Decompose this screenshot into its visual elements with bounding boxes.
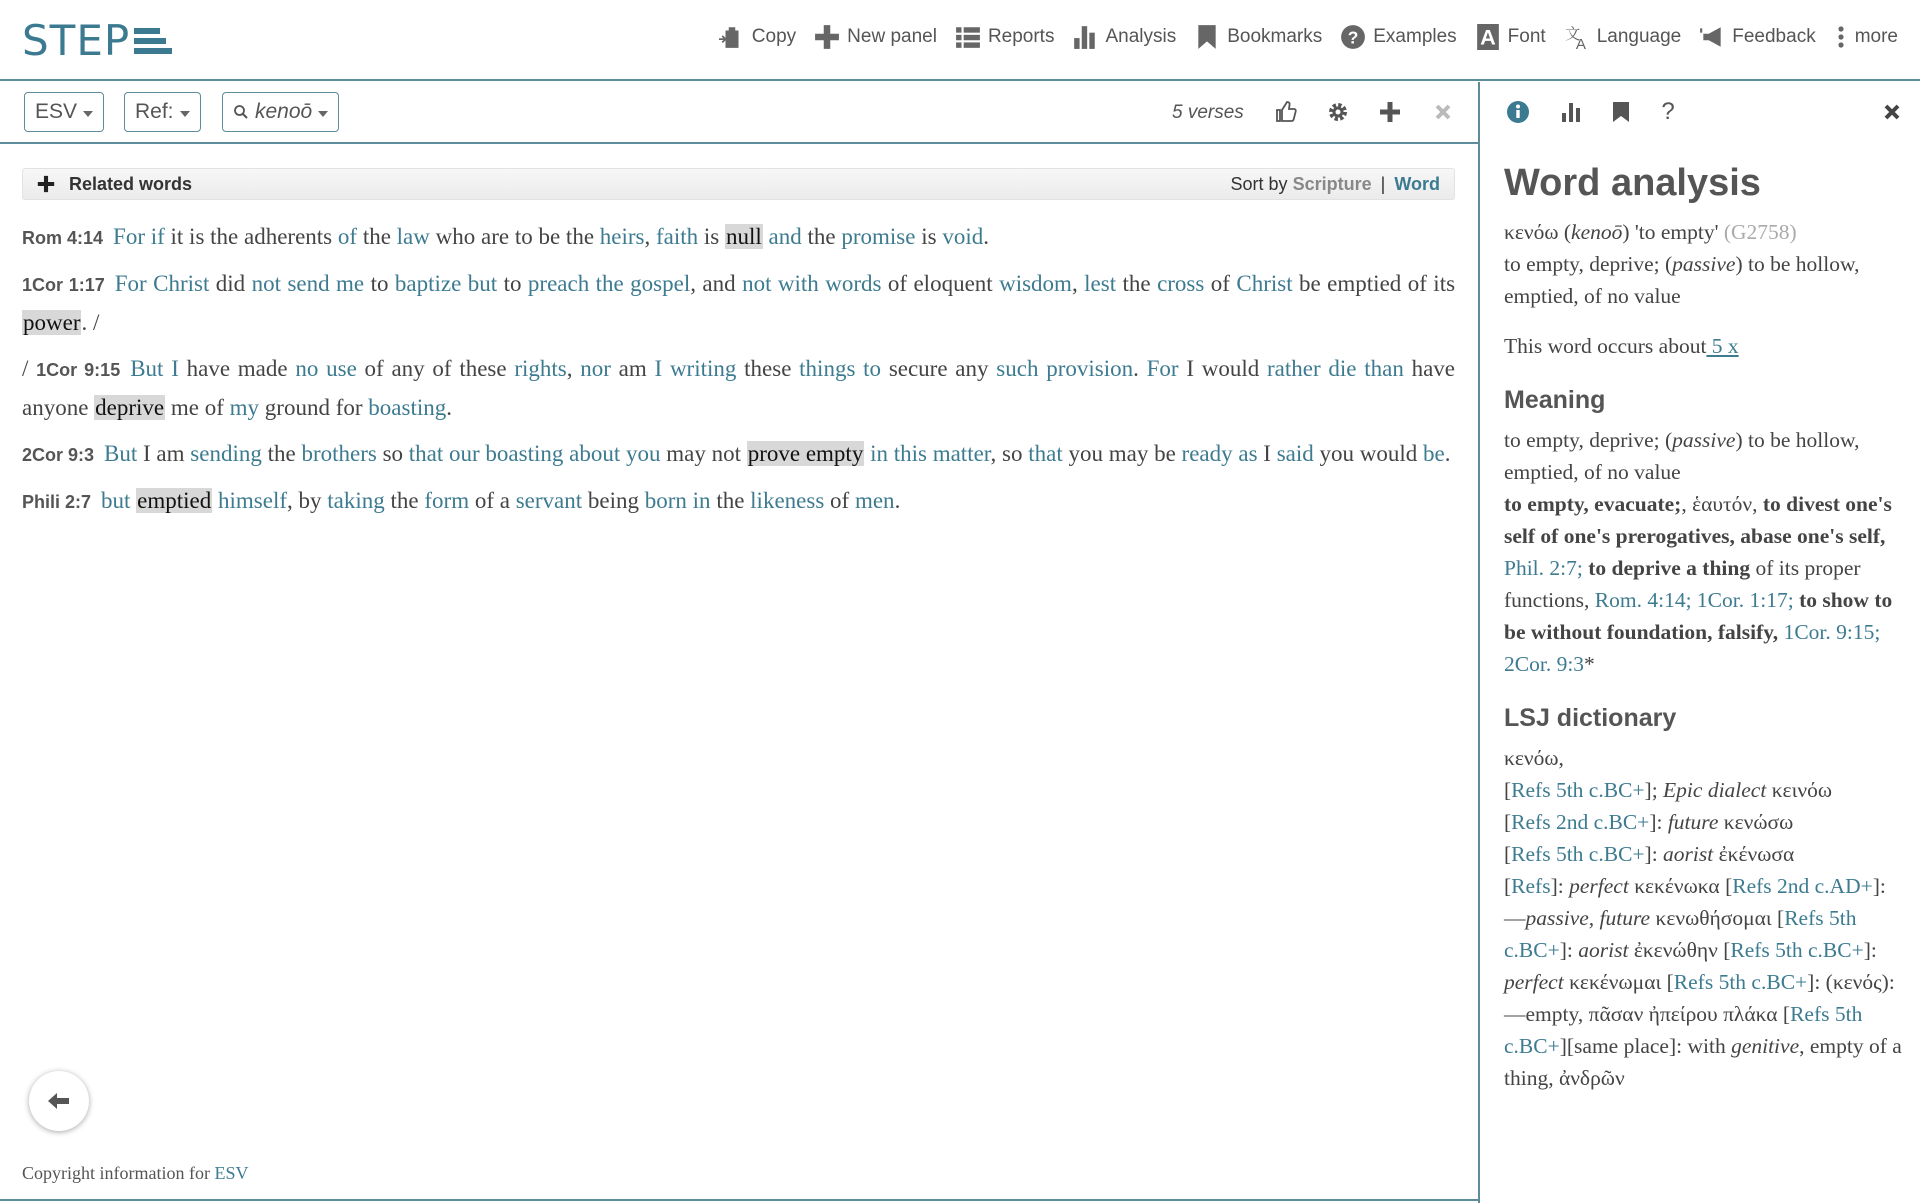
nav-analysis[interactable] (1072, 24, 1176, 50)
verse-text: of a (469, 488, 516, 513)
add-panel-button[interactable] (1377, 99, 1403, 125)
definition-text: kenoō (1571, 220, 1623, 244)
word-link[interactable]: such provision (996, 356, 1134, 381)
settings-button[interactable] (1325, 99, 1351, 125)
word-link[interactable]: of (337, 224, 358, 249)
verse-text: so (376, 441, 409, 466)
definition-text: ἐκενώθην [ (1628, 938, 1731, 962)
sort-scripture-link[interactable]: Scripture (1292, 173, 1372, 194)
verse-list (22, 218, 1455, 529)
nav-label: Language (1596, 26, 1682, 47)
question-icon: ? (1661, 98, 1675, 125)
version-dropdown[interactable] (24, 92, 104, 132)
help-tab[interactable] (1654, 98, 1682, 126)
sort-separator: | (1380, 173, 1386, 194)
close-icon (1883, 103, 1901, 121)
nav-bookmarks[interactable] (1194, 24, 1322, 50)
verse-text: secure any (881, 356, 997, 381)
question-circle-icon (1340, 24, 1366, 50)
definition-text: ) 'to empty' (1622, 220, 1724, 244)
verse-text: of (1204, 271, 1237, 296)
info-tab[interactable] (1504, 98, 1532, 126)
reference-link[interactable]: Refs 5th c.BC+ (1511, 778, 1645, 802)
nav-copy[interactable] (719, 24, 796, 50)
definition-text: ) to be hollow, emptied, of no value (1504, 428, 1860, 484)
svg-text:文: 文 (1564, 25, 1580, 44)
definition-text: ]:— (1504, 874, 1886, 930)
font-icon (1475, 24, 1501, 50)
word-link[interactable]: but (101, 488, 131, 513)
search-dropdown[interactable] (222, 92, 339, 132)
nav-label: Analysis (1105, 26, 1177, 47)
word-summary (1504, 216, 1904, 312)
verse-text: be emptied of its (1292, 271, 1456, 296)
definition-text: ) to be hollow, emptied, of no value (1504, 252, 1860, 308)
definition-text: to empty, deprive; ( (1504, 428, 1673, 452)
word-link[interactable]: ready as (1181, 441, 1258, 466)
strong-number: (G2758) (1723, 220, 1797, 244)
word-link[interactable]: be (1423, 441, 1445, 466)
word-link[interactable]: rather die than (1267, 356, 1404, 381)
highlighted-word[interactable]: prove empty (747, 441, 864, 466)
reference-link[interactable]: Refs 2nd c.BC+ (1511, 810, 1650, 834)
word-link[interactable]: taking (327, 488, 385, 513)
close-sidebar-button[interactable] (1878, 98, 1906, 126)
verse-reference[interactable]: Rom 4:14 (22, 228, 104, 248)
word-link[interactable]: For (1146, 356, 1179, 381)
verse-text: is (698, 224, 725, 249)
svg-text:?: ? (1347, 27, 1359, 48)
word-link[interactable]: But I (130, 356, 179, 381)
definition-text: ]: (κενός): —empty, πᾶσαν ἠπείρου πλάκα [ (1504, 970, 1895, 1026)
verse-reference[interactable]: 1Cor 1:17 (22, 275, 105, 295)
word-link[interactable]: brothers (301, 441, 377, 466)
definition-text: κενώσω (1718, 810, 1794, 834)
bookmark-icon (1194, 24, 1220, 50)
verse-text: the (261, 441, 302, 466)
word-analysis-panel (1480, 82, 1920, 1190)
reference-link[interactable]: Refs 5th c.BC+ (1730, 938, 1864, 962)
reference-link[interactable]: 1Cor. 9:15; 2Cor. 9:3 (1504, 620, 1881, 676)
definition-text: future (1667, 810, 1719, 834)
verse-reference[interactable]: Phili 2:7 (22, 492, 92, 512)
verse (22, 265, 1455, 342)
verse-text: , (566, 356, 581, 381)
logo-text: STEP (22, 16, 131, 65)
svg-text:A: A (1479, 24, 1496, 50)
nav-feedback[interactable] (1699, 24, 1815, 50)
thumbs-up-icon (1274, 100, 1298, 124)
word-link[interactable]: faith (656, 224, 699, 249)
word-link[interactable]: servant (515, 488, 583, 513)
reference-link[interactable]: Refs (1511, 874, 1551, 898)
definition-text: ]: (1863, 938, 1877, 962)
sort-by-label: Sort by (1230, 173, 1288, 194)
definition-text: to divest one's self of one's prerogatives, abase one's self, (1504, 492, 1892, 548)
verse-separator: / (22, 356, 37, 381)
word-link[interactable]: born in (644, 488, 711, 513)
word-occurrences (1504, 330, 1904, 362)
reference-link[interactable]: Rom. 4:14; 1Cor. 1:17; (1594, 588, 1794, 612)
word-link[interactable]: that our boasting about you (408, 441, 661, 466)
list-icon (955, 24, 981, 50)
word-link[interactable]: no use (295, 356, 357, 381)
highlighted-word[interactable]: emptied (137, 488, 212, 513)
definition-text: , empty of a thing, ἀνδρῶν (1504, 1034, 1902, 1090)
verse-text: , by (287, 488, 328, 513)
verse (22, 435, 1455, 474)
definition-text: of its proper functions, (1504, 556, 1861, 612)
highlighted-word[interactable]: deprive (95, 395, 165, 420)
bookmarks-tab[interactable] (1607, 98, 1635, 126)
sort-options (1231, 174, 1440, 195)
word-link[interactable]: law (396, 224, 430, 249)
definition-text: ]: (1559, 938, 1579, 962)
word-link[interactable]: baptize but (394, 271, 498, 296)
word-link[interactable]: that (1028, 441, 1063, 466)
verse-text: I would (1178, 356, 1267, 381)
nav-label: Copy (751, 26, 797, 47)
definition-text: ]: (1649, 810, 1668, 834)
caret-down-icon (83, 111, 93, 117)
reference-link[interactable]: Refs 5th c.BC+ (1504, 906, 1857, 962)
megaphone-icon (1699, 24, 1725, 50)
word-link[interactable]: Christ (1236, 271, 1293, 296)
word-link[interactable]: heirs (599, 224, 645, 249)
verse-text: these (736, 356, 800, 381)
arrow-left-icon (48, 1092, 70, 1110)
word-link[interactable]: For if (113, 224, 165, 249)
verse-text: did (209, 271, 252, 296)
verse (22, 482, 1455, 521)
word-link[interactable]: rights (514, 356, 567, 381)
plus-icon (814, 24, 840, 50)
nav-language[interactable] (1564, 24, 1682, 50)
definition-text: * (1584, 652, 1595, 676)
word-link[interactable]: form (424, 488, 470, 513)
definition-text: passive, future (1525, 906, 1651, 930)
verse-text: to (497, 271, 528, 296)
passage-toolbar (0, 82, 1478, 144)
copyright-version-link[interactable]: ESV (214, 1163, 249, 1183)
verse-text: , so (990, 441, 1029, 466)
definition-text: [ (1504, 842, 1512, 866)
verse-text: the (1116, 271, 1158, 296)
definition-text: ][same place]: with (1559, 1034, 1732, 1058)
word-link[interactable]: himself (218, 488, 288, 513)
definition-text: ]: (1644, 842, 1664, 866)
word-link[interactable]: I writing (654, 356, 737, 381)
verse-text: , and (690, 271, 743, 296)
bar-chart-icon (1560, 101, 1582, 123)
translate-icon (1564, 24, 1590, 50)
word-link[interactable]: not with words (742, 271, 882, 296)
definition-text: κενόω, (1504, 746, 1564, 770)
verse-text: ground for (259, 395, 369, 420)
word-link[interactable]: But (104, 441, 138, 466)
verse-text: . (983, 224, 989, 249)
word-link[interactable]: things to (799, 356, 882, 381)
verse-text: . (446, 395, 452, 420)
reference-link[interactable]: 5 x (1706, 334, 1739, 358)
search-icon (233, 104, 249, 120)
lsj-text (1504, 742, 1904, 1094)
definition-text: This word occurs about (1504, 334, 1707, 358)
definition-text: κεκένωμαι [ (1563, 970, 1674, 994)
meaning-heading: Meaning (1504, 386, 1606, 414)
nav-more[interactable] (1834, 24, 1898, 50)
definition-text: passive (1672, 252, 1736, 276)
word-link[interactable]: lest (1084, 271, 1117, 296)
definition-text: aorist (1578, 938, 1629, 962)
caret-down-icon (318, 111, 328, 117)
word-link[interactable]: men (854, 488, 895, 513)
definition-text: κενόω ( (1504, 220, 1572, 244)
definition-text: ἐκένωσα (1713, 842, 1795, 866)
verse-text: of (824, 488, 855, 513)
reference-link[interactable]: Refs 5th c.BC+ (1511, 842, 1645, 866)
more-vertical-icon (1834, 24, 1848, 50)
verse-text: . / (81, 310, 100, 335)
verse-text: it is the adherents (164, 224, 338, 249)
verse-count: 5 verses (1172, 102, 1244, 123)
definition-text: perfect (1504, 970, 1564, 994)
word-link[interactable]: void (942, 224, 984, 249)
gear-icon (1326, 100, 1350, 124)
related-words-label: Related words (69, 173, 193, 194)
like-button[interactable] (1273, 99, 1299, 125)
nav-font[interactable] (1475, 24, 1546, 50)
highlighted-word[interactable]: null (726, 224, 762, 249)
reference-link[interactable]: Refs 5th c.BC+ (1673, 970, 1808, 994)
verse-text: you may be (1062, 441, 1182, 466)
nav-reports[interactable] (955, 24, 1055, 50)
definition-text: , ἑαυτόν, (1681, 492, 1763, 516)
nav-label: Examples (1373, 26, 1457, 47)
definition-text: to empty, deprive; ( (1504, 252, 1673, 276)
definition-text: [ (1504, 874, 1512, 898)
search-term: kenoō (255, 100, 313, 123)
lsj-heading: LSJ dictionary (1504, 704, 1677, 732)
definition-text: Epic dialect (1663, 778, 1767, 802)
verse-reference[interactable]: 2Cor 9:3 (22, 445, 95, 465)
close-panel-button[interactable] (1430, 99, 1456, 125)
verse-text: who are to be the (429, 224, 600, 249)
copyright-text: Copyright information for (22, 1163, 210, 1183)
reference-link[interactable]: Refs 5th c.BC+ (1504, 1002, 1863, 1058)
svg-text:A: A (1575, 35, 1586, 50)
verse (22, 218, 1455, 257)
definition-text: κεινόω (1766, 778, 1832, 802)
panel-bottom-border (0, 1199, 1478, 1201)
verse-text: is (915, 224, 943, 249)
highlighted-word[interactable]: power (23, 310, 81, 335)
caret-down-icon (180, 111, 190, 117)
analysis-tab[interactable] (1557, 98, 1585, 126)
logo-bars-icon (134, 28, 172, 54)
word-link[interactable]: sending (190, 441, 262, 466)
verse-reference[interactable]: 1Cor 9:15 (36, 360, 121, 380)
verse-text: . (894, 488, 901, 513)
definition-text: perfect (1569, 874, 1629, 898)
word-link[interactable]: and (768, 224, 802, 249)
reference-link[interactable]: Phil. 2:7; (1504, 556, 1583, 580)
reference-link[interactable]: Refs 2nd c.AD+ (1732, 874, 1873, 898)
nav-label: New panel (847, 26, 937, 47)
word-link[interactable]: said (1276, 441, 1314, 466)
verse-text: . (1444, 441, 1451, 466)
word-link[interactable]: nor (580, 356, 611, 381)
reference-dropdown[interactable] (124, 92, 201, 132)
verse-text: of any of these (356, 356, 515, 381)
definition-text: ]; (1644, 778, 1664, 802)
definition-text: to show to be without foundation, falsify, (1504, 588, 1893, 644)
definition-text: to deprive a thing (1588, 556, 1751, 580)
nav-label: Reports (987, 26, 1055, 47)
definition-text: [ (1504, 810, 1512, 834)
word-link[interactable]: in this matter (870, 441, 991, 466)
verse-text: to (364, 271, 395, 296)
related-words-bar[interactable] (22, 168, 1455, 200)
word-analysis-content (1504, 158, 1904, 1102)
top-header (0, 0, 1920, 81)
nav-label: Font (1507, 26, 1546, 47)
verse-text: . (1133, 356, 1147, 381)
verse-text: I am (137, 441, 191, 466)
word-link[interactable]: promise (841, 224, 916, 249)
word-link[interactable]: cross (1157, 271, 1205, 296)
word-link[interactable]: not send me (251, 271, 365, 296)
word-link[interactable]: wisdom (999, 271, 1072, 296)
step-logo[interactable] (22, 16, 172, 65)
definition-text: passive (1672, 428, 1736, 452)
word-link[interactable]: likeness (750, 488, 825, 513)
reference-label: Ref: (135, 100, 174, 123)
verse-text: me of (165, 395, 230, 420)
bar-chart-icon (1072, 24, 1098, 50)
verse (22, 350, 1455, 427)
nav-examples[interactable] (1340, 24, 1456, 50)
verse-text: have made (178, 356, 296, 381)
meaning-text (1504, 424, 1904, 680)
verse-text: the (710, 488, 751, 513)
definition-text: ]: (1550, 874, 1570, 898)
definition-text: to empty, evacuate; (1504, 492, 1682, 516)
bookmark-icon (1612, 101, 1630, 123)
back-button[interactable] (29, 1071, 89, 1131)
verse-text: , (644, 224, 656, 249)
plus-icon (1379, 101, 1401, 123)
nav-new-panel[interactable] (814, 24, 937, 50)
verse-text: being (582, 488, 645, 513)
word-link[interactable]: boasting (368, 395, 447, 420)
nav-label: Bookmarks (1227, 26, 1323, 47)
definition-text: aorist (1663, 842, 1714, 866)
main-nav (719, 24, 1898, 50)
verse-text: am (610, 356, 655, 381)
verse-text: have anyone (22, 356, 1456, 420)
definition-text: genitive (1731, 1034, 1800, 1058)
sort-word-link[interactable]: Word (1394, 173, 1440, 194)
nav-label: Feedback (1732, 26, 1816, 47)
nav-label: more (1854, 26, 1898, 47)
verse-text: of eloquent (881, 271, 1000, 296)
verse-text: the (357, 224, 397, 249)
definition-text: κεκένωκα [ (1628, 874, 1733, 898)
verse-text: may not (660, 441, 747, 466)
copy-icon (719, 24, 745, 50)
verse-text: you would (1313, 441, 1424, 466)
verse-text: , (1071, 271, 1085, 296)
word-link[interactable]: For Christ (114, 271, 210, 296)
info-icon (1506, 100, 1530, 124)
verse-text: the (384, 488, 425, 513)
word-link[interactable]: preach the gospel (527, 271, 691, 296)
close-icon (1434, 103, 1452, 121)
definition-text: [ (1504, 778, 1512, 802)
panel-title: Word analysis (1504, 162, 1761, 204)
version-label: ESV (35, 100, 78, 123)
copyright-info (22, 1163, 249, 1184)
plus-icon (37, 175, 55, 193)
verse-text: I (1257, 441, 1277, 466)
verse-text: the (801, 224, 842, 249)
definition-text: κενωθήσομαι [ (1650, 906, 1785, 930)
word-link[interactable]: my (229, 395, 260, 420)
